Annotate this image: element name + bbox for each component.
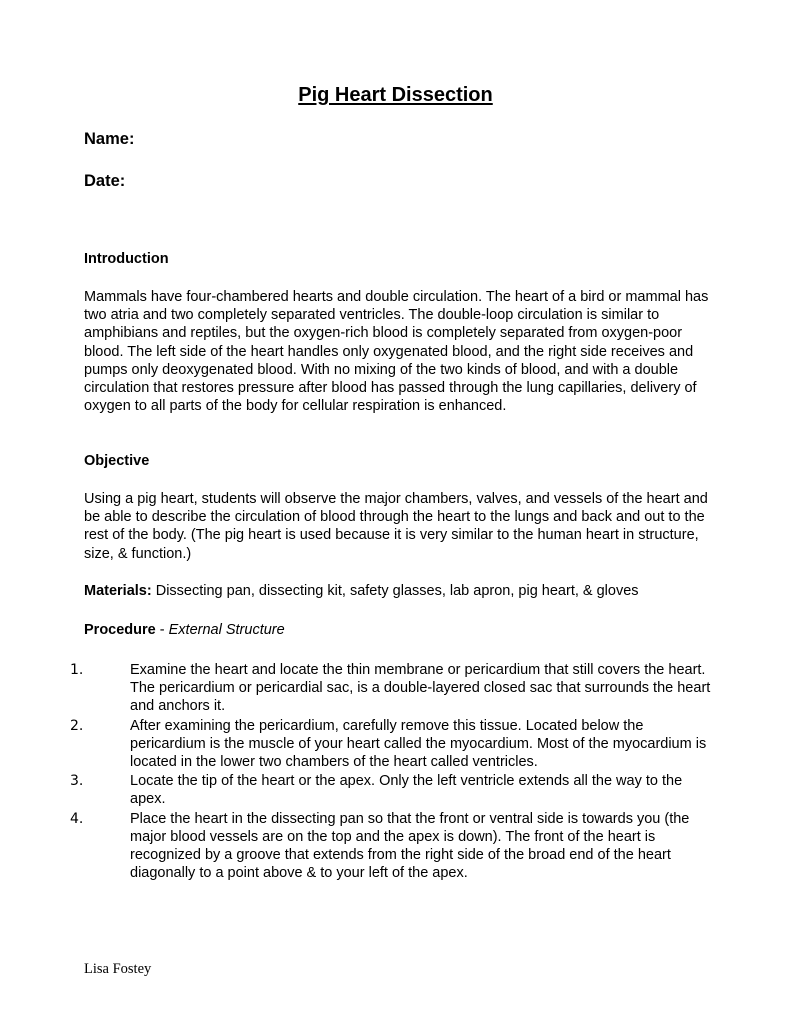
list-item <box>70 772 720 808</box>
procedure-label: Procedure <box>84 622 156 638</box>
footer-author: Lisa Fostey <box>84 961 152 977</box>
procedure-steps <box>70 661 720 883</box>
page-title <box>0 82 791 108</box>
step-number: 1. <box>70 662 84 678</box>
materials-text: Dissecting pan, dissecting kit, safety glasses, lab apron, pig heart, & gloves <box>151 583 639 599</box>
step-text: After examining the pericardium, carefully remove this tissue. Located below the pericardium is the muscle of your heart called the myocardium. Most of the myocardium is located in the lower two chambers of the heart called ventricles. <box>130 717 707 771</box>
step-text: Examine the heart and locate the thin membrane or pericardium that still covers the heart. The pericardium or pericardial sac, is a double-layered closed sac that surrounds the heart and anchors it. <box>130 662 711 715</box>
materials-label: Materials: <box>84 583 152 599</box>
procedure-subtitle: External Structure <box>168 622 285 638</box>
step-text: Place the heart in the dissecting pan so that the front or ventral side is towards you (the major blood vessels are on the top and the apex is down). The front of the heart is recognized by a groove that extends from the right side of the broad end of the heart diagonally to a point above & to your left of the apex. <box>130 810 690 882</box>
procedure-separator: - <box>155 622 169 638</box>
list-item <box>70 661 720 716</box>
step-text: Locate the tip of the heart or the apex. Only the left ventricle extends all the way to the apex. <box>130 773 683 808</box>
date-label: Date: <box>84 172 126 190</box>
materials-line <box>84 582 744 600</box>
name-label: Name: <box>84 130 135 148</box>
list-item <box>70 717 720 772</box>
page-title-text: Pig Heart Dissection <box>298 84 493 106</box>
introduction-text: Mammals have four-chambered hearts and double circulation. The heart of a bird or mammal has two atria and two completely separated ventricles. The double-loop circulation is similar to amphibians and reptiles, but the oxygen-rich blood is completely separated from oxygen-poor blood. The left side of the heart handles only oxygenated blood, and the right side receives and pumps only deoxygenated blood. With no mixing of the two kinds of blood, and with a double circulation that restores pressure after blood has passed through the lung capillaries, delivery of oxygen to all parts of the body for cellular respiration is enhanced. <box>84 289 709 415</box>
objective-text: Using a pig heart, students will observe the major chambers, valves, and vessels of the heart and be able to describe the circulation of blood through the heart to the lungs and back and out to the rest of the body. (The pig heart is used because it is very similar to the human heart in structure, size, & function.) <box>84 491 708 562</box>
step-number: 2. <box>70 717 84 734</box>
objective-heading: Objective <box>84 453 150 469</box>
procedure-line <box>84 621 709 639</box>
step-number: 3. <box>70 773 84 790</box>
list-item <box>70 810 720 883</box>
step-number: 4. <box>70 810 84 827</box>
introduction-heading: Introduction <box>84 251 169 267</box>
